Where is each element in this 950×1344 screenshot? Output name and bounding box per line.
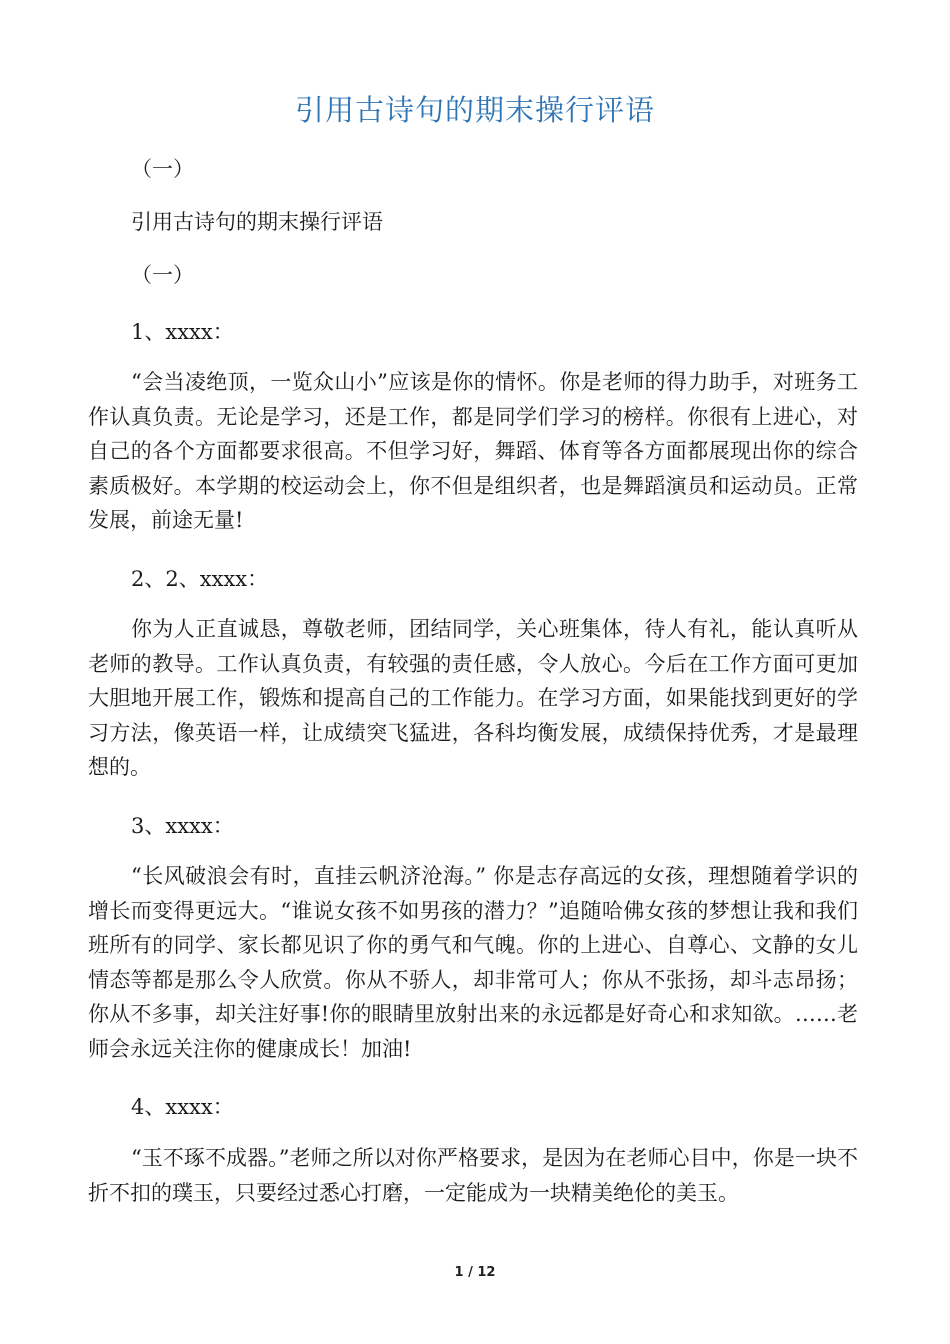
item-label: 2、2、xxxx： xyxy=(131,567,269,591)
document-subtitle: 引用古诗句的期末操行评语 xyxy=(131,210,383,234)
item-paragraph: “玉不琢不成器。”老师之所以对你严格要求，是因为在老师心目中，你是一块不折不扣的璞玉，只要经过悉心打磨，一定能成为一块精美绝伦的美玉。 xyxy=(88,1146,858,1205)
item-label: 1、xxxx： xyxy=(131,320,234,344)
item-paragraph: 你为人正直诚恳，尊敬老师，团结同学，关心班集体，待人有礼，能认真听从老师的教导。工作认真负责，有较强的责任感，令人放心。今后在工作方面可更加大胆地开展工作，锻炼和提高自己的工作能力。在学习方面，如果能找到更好的学习方法，像英语一样，让成绩突飞猛进，各科均衡发展，成绩保持优秀，才是最理想的。 xyxy=(88,617,858,780)
page-number: 1 / 12 xyxy=(454,1265,496,1280)
section-heading: （一） xyxy=(131,157,194,181)
section-heading: （一） xyxy=(131,263,194,287)
item-paragraph: “长风破浪会有时，直挂云帆济沧海。” 你是志存高远的女孩，理想随着学识的增长而变得更远大。“谁说女孩不如男孩的潜力？”追随哈佛女孩的梦想让我和我们班所有的同学、家长都见识了你的勇气和气魄。你的上进心、自尊心、文静的女儿情态等都是那么令人欣赏。你从不骄人，却非常可人；你从不张扬，却斗志昂扬；你从不多事，却关注好事!你的眼睛里放射出来的永远都是好奇心和求知欲。……老师会永远关注你的健康成长！加油! xyxy=(88,864,858,1061)
document-title: 引用古诗句的期末操行评语 xyxy=(294,93,655,127)
item-label: 3、xxxx： xyxy=(131,814,234,838)
item-label: 4、xxxx： xyxy=(131,1095,234,1119)
item-paragraph: “会当凌绝顶，一览众山小”应该是你的情怀。你是老师的得力助手，对班务工作认真负责。无论是学习，还是工作，都是同学们学习的榜样。你很有上进心，对自己的各个方面都要求很高。不但学习好，舞蹈、体育等各方面都展现出你的综合素质极好。本学期的校运动会上，你不但是组织者，也是舞蹈演员和运动员。正常发展，前途无量! xyxy=(88,370,858,533)
